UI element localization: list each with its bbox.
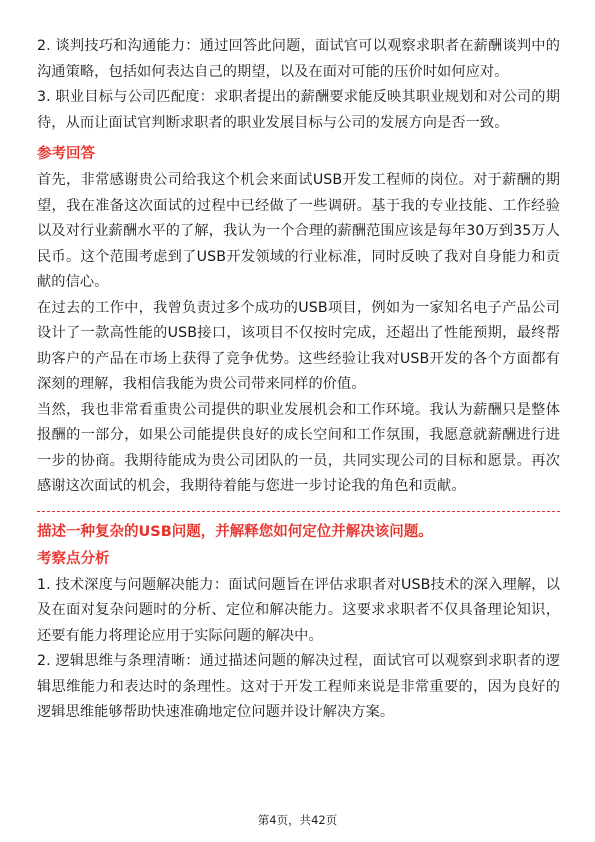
analysis-point-2: 2. 逻辑思维与条理清晰：通过描述问题的解决过程，面试官可以观察到求职者的逻辑思维能力和表达时的条理性。这对于开发工程师来说是非常重要的，因为良好的逻辑思维能够帮助快速准确地定位问题并设计解决方案。 bbox=[37, 653, 560, 720]
point-negotiation: 2. 谈判技巧和沟通能力：通过回答此问题，面试官可以观察求职者在薪酬谈判中的沟通策略，包括如何表达自己的期望，以及在面对可能的压价时如何应对。 bbox=[37, 38, 560, 80]
document-page bbox=[37, 34, 560, 726]
reference-paragraph-1: 首先，非常感谢贵公司给我这个机会来面试USB开发工程师的岗位。对于薪酬的期望，我在准备这次面试的过程中已经做了一些调研。基于我的专业技能、工作经验以及对行业薪酬水平的了解，我认为一个合理的薪酬范围应该是每年30万到35万人民币。这个范围考虑到了USB开发领域的行业标准，同时反映了我对自身能力和贡献的信心。 bbox=[37, 172, 560, 290]
point-career-fit: 3. 职业目标与公司匹配度：求职者提出的薪酬要求能反映其职业规划和对公司的期待，从而让面试官判断求职者的职业发展目标与公司的发展方向是否一致。 bbox=[37, 89, 560, 131]
reference-paragraph-3: 当然，我也非常看重贵公司提供的职业发展机会和工作环境。我认为薪酬只是整体报酬的一部分，如果公司能提供良好的成长空间和工作氛围，我愿意就薪酬进行进一步的协商。我期待能成为贵公司团队的一员，共同实现公司的目标和愿景。再次感谢这次面试的机会，我期待着能与您进一步讨论我的角色和贡献。 bbox=[37, 401, 560, 494]
page-number-footer: 第4页，共42页 bbox=[257, 813, 338, 827]
section-divider bbox=[37, 511, 560, 512]
analysis-heading: 考察点分析 bbox=[37, 550, 110, 567]
interview-question: 描述一种复杂的USB问题，并解释您如何定位并解决该问题。 bbox=[37, 523, 433, 540]
reference-answer-heading: 参考回答 bbox=[37, 146, 95, 162]
reference-paragraph-2: 在过去的工作中，我曾负责过多个成功的USB项目，例如为一家知名电子产品公司设计了一款高性能的USB接口，该项目不仅按时完成，还超出了性能预期，最终帮助客户的产品在市场上获得了竞争优势。这些经验让我对USB开发的各个方面都有深刻的理解，我相信我能为贵公司带来同样的价值。 bbox=[37, 299, 560, 392]
analysis-point-1: 1. 技术深度与问题解决能力：面试问题旨在评估求职者对USB技术的深入理解，以及在面对复杂问题时的分析、定位和解决能力。这要求求职者不仅具备理论知识，还要有能力将理论应用于实际问题的解决中。 bbox=[37, 576, 560, 644]
